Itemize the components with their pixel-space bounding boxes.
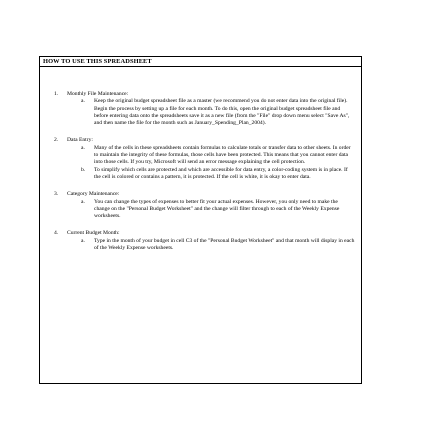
item-text: You can change the types of expenses to better fit your actual expenses. However, you only need to make the change on the "Personal Budget Worksheet" and the change will filter through to each of the Weekly Expense worksheets. (94, 198, 340, 220)
section-number: 2. (54, 137, 59, 144)
section-title: Monthly File Maintenance: (67, 91, 129, 97)
list-item (81, 98, 355, 127)
instructions-content (40, 67, 361, 252)
section-title: Category Maintenance: (67, 191, 120, 198)
item-letter: a. (81, 237, 85, 244)
item-text: To simplify which cells are protected and which are accessible for data entry, a color-coding system is in place. If the cell is colored or contains a pattern, it is protected. If the cell is white, it is okay to enter data. (94, 166, 348, 180)
list-item (81, 238, 355, 253)
section-data-entry (54, 137, 355, 181)
section-monthly-file-maintenance (54, 91, 355, 127)
section-heading (54, 191, 355, 198)
section-number: 3. (54, 191, 59, 198)
item-text: Type in the month of your budget in cell C3 of the "Personal Budget Worksheet" and that month will display in each of the Weekly Expense worksheets. (94, 237, 355, 252)
section-title: Data Entry: (67, 137, 93, 144)
item-letter: a. (81, 144, 85, 151)
item-text: Keep the original budget spreadsheet file as a master (we recommend you do not enter data into the original file). Begin the process by setting up a file for each month. To do this, open the original budget spreadsheet file and before entering data onto the spreadsheets save it as a new file (from the "File" drop down menu select "Save As", and then name the file for the month such as January_Spending_Plan_2004). (94, 98, 350, 127)
list-item (81, 167, 355, 182)
list-item (81, 199, 355, 221)
item-text: Many of the cells in these spreadsheets contain formulas to calculate totals or transfer data to other sheets. In order to maintain the integrity of these formulas, those cells have been protected. This means that you cannot enter data into those cells. If you try, Microsoft will send an error message explaining the cell protection. (94, 144, 351, 166)
section-category-maintenance (54, 191, 355, 220)
item-letter: a. (81, 198, 85, 205)
section-title: Current Budget Month: (67, 230, 120, 237)
section-number: 1. (54, 91, 59, 97)
item-letter: a. (81, 98, 85, 105)
sheet-title[interactable]: HOW TO USE THIS SPREADSHEET (40, 57, 361, 67)
section-number: 4. (54, 230, 59, 237)
item-letter: b. (81, 166, 86, 173)
list-item (81, 145, 355, 167)
spreadsheet-instructions-sheet (39, 56, 362, 384)
section-heading (54, 137, 355, 144)
section-current-budget-month (54, 230, 355, 252)
section-heading (54, 230, 355, 237)
